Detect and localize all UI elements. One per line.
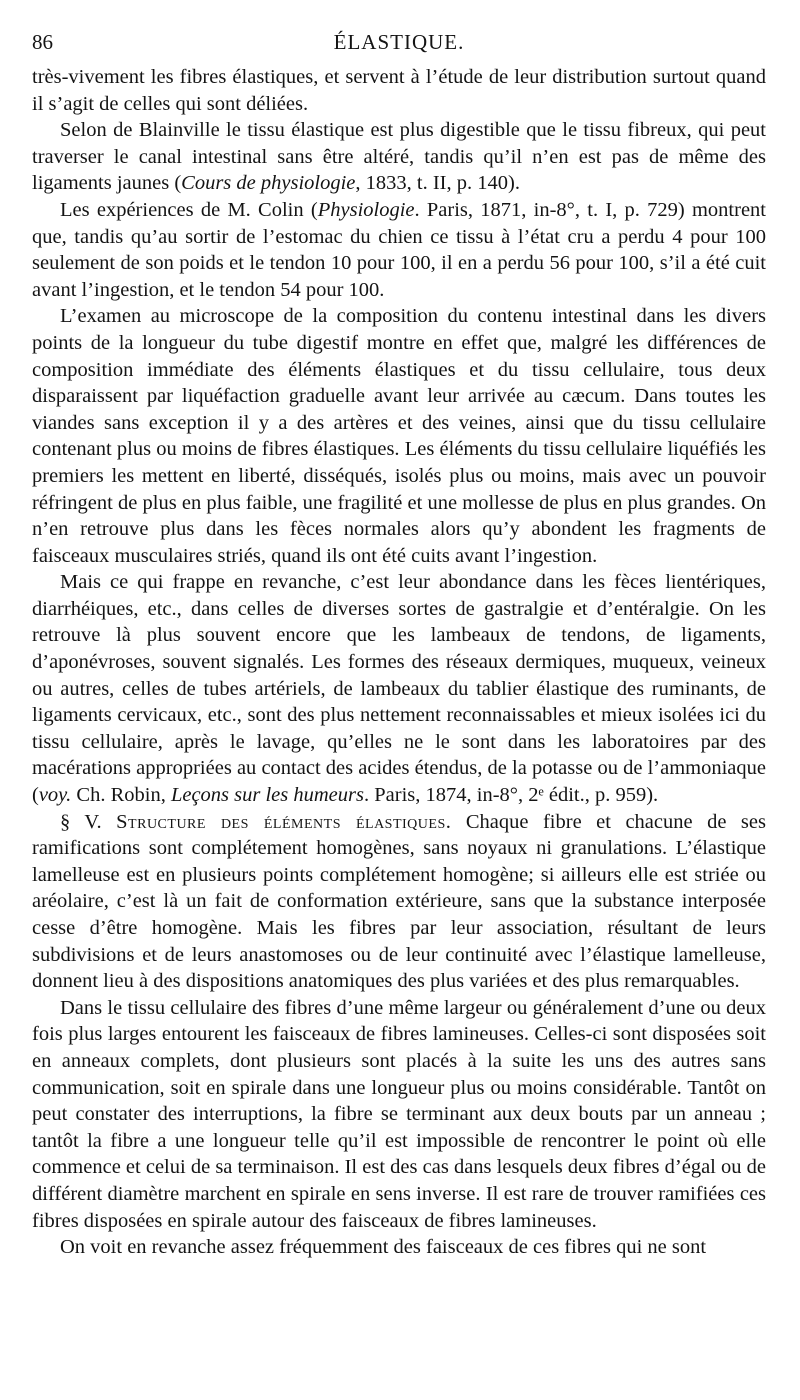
text-segment: Dans le tissu cellulaire des fibres d’une même largeur ou généralement d’une ou deux fois plus larges entourent les faisceaux de fibres lamineuses. Celles-ci sont disposées soit en anneaux complets, dont plusieurs sont placés à la suite les uns des autres sans communication, soit en spirale dans une longueur plus ou moins considérable. Tantôt on peut constater des interruptions, la fibre se terminant aux deux bouts par un anneau ; tantôt la fibre a une longueur telle qu’il est impossible de rencontrer le point où elle commence et celui de sa terminaison. Il est des cas dans lesquels deux fibres d’égal ou de différent diamètre marchent en spirale en sens inverse. Il est rare de trouver ramifiées ces fibres disposées en spirale autour des faisceaux de fibres lamineuses. — [32, 996, 766, 1232]
paragraph — [32, 1234, 766, 1261]
text-segment: On voit en revanche assez fréquemment des faisceaux de ces fibres qui ne sont — [60, 1236, 707, 1259]
text-segment: Chaque fibre et chacune de ses ramifications sont complétement homogènes, sans noyaux ni granulations. L’élastique lamelleuse est en plusieurs points complétement homogène; si ailleurs elle est striée ou aréolaire, c’est là un fait de conformation extérieure, sans que la substance interposée cesse d’être homogène. Mais les fibres par leur association, résultant de leurs subdivisions et de leurs anastomoses ou de leur continuité avec l’élastique lamelleuse, donnent lieu à des dispositions anatomiques des plus variées et des plus remarquables. — [32, 810, 766, 993]
text-segment: . Paris, 1871, in-8°, t. I, p. 729) montrent que, tandis qu’au sortir de l’estomac du chien ce tissu à l’état cru a perdu 4 pour 100 seulement de son poids et le tendon 10 pour 100, il en a perdu 56 pour 100, s’il a été cuit avant l’ingestion, et le tendon 54 pour 100. — [32, 198, 767, 301]
italic-text: Leçons sur les humeurs — [170, 784, 364, 807]
paragraph — [32, 64, 766, 117]
running-head — [32, 30, 766, 64]
italic-text: voy. — [38, 784, 72, 807]
section-heading: Structure des éléments élastiques. — [116, 810, 452, 833]
body-text — [32, 64, 766, 1261]
text-segment: § V. — [60, 810, 117, 833]
running-title: ÉLASTIQUE. — [333, 30, 465, 54]
paragraph — [32, 117, 766, 197]
page-number: 86 — [32, 30, 53, 54]
text-segment: , 1833, t. II, p. 140). — [355, 172, 520, 195]
paragraph — [32, 569, 766, 808]
text-segment: Mais ce qui frappe en revanche, c’est leur abondance dans les fèces lientériques, diarrhéiques, etc., dans celles de diverses sortes de gastralgie et d’entéralgie. On les retrouve là plus souvent encore que les lambeaux de tendons, de ligaments, d’aponévroses, souvent signalés. Les formes des réseaux dermiques, muqueux, veineux ou autres, celles de tubes artériels, de lambeaux du tablier élastique des ruminants, de ligaments cervicaux, etc., sont des plus nettement reconnaissables et mieux isolées ici du tissu cellulaire, après le lavage, qu’elles ne le sont dans les laboratoires par des macérations appropriées au contact des acides étendus, de la potasse ou de l’ammoniaque ( — [32, 571, 766, 807]
text-segment: . Paris, 1874, in-8°, 2ᵉ édit., p. 959). — [364, 784, 659, 807]
paragraph — [32, 995, 766, 1234]
italic-text: Physiologie — [317, 198, 415, 221]
text-segment: L’examen au microscope de la composition du contenu intestinal dans les divers points de la longueur du tube digestif montre en effet que, malgré les différences de composition immédiate des éléments élastiques et du tissu cellulaire, tous deux disparaissent par liquéfaction graduelle avant leur arrivée au cæcum. Dans toutes les viandes sans exception il y a des artères et des veines, ainsi que du tissu cellulaire contenant plus ou moins de fibres élastiques. Les éléments du tissu cellulaire liquéfiés les premiers les mettent en liberté, disséqués, isolés plus ou moins, mais avec un pouvoir réfringent de plus en plus faible, une fragilité et une mollesse de plus en plus grandes. On n’en retrouve plus dans les fèces normales alors qu’y abondent les fragments de faisceaux musculaires striés, quand ils ont été cuits avant l’ingestion. — [32, 305, 766, 567]
text-segment: Selon de Blainville le tissu élastique est plus digestible que le tissu fibreux, qui peut traverser le canal intestinal sans être altéré, tandis qu’il n’en est pas de même des ligaments jaunes ( — [32, 119, 766, 195]
paragraph — [32, 303, 766, 569]
italic-text: Cours de physiologie — [181, 172, 356, 195]
paragraph — [32, 197, 766, 303]
paragraph — [32, 809, 766, 995]
text-segment: très-vivement les fibres élastiques, et servent à l’étude de leur distribution surtout quand il s’agit de celles qui sont déliées. — [32, 66, 766, 115]
text-segment: Les expériences de M. Colin ( — [60, 198, 318, 221]
text-segment: Ch. Robin, — [71, 784, 171, 807]
